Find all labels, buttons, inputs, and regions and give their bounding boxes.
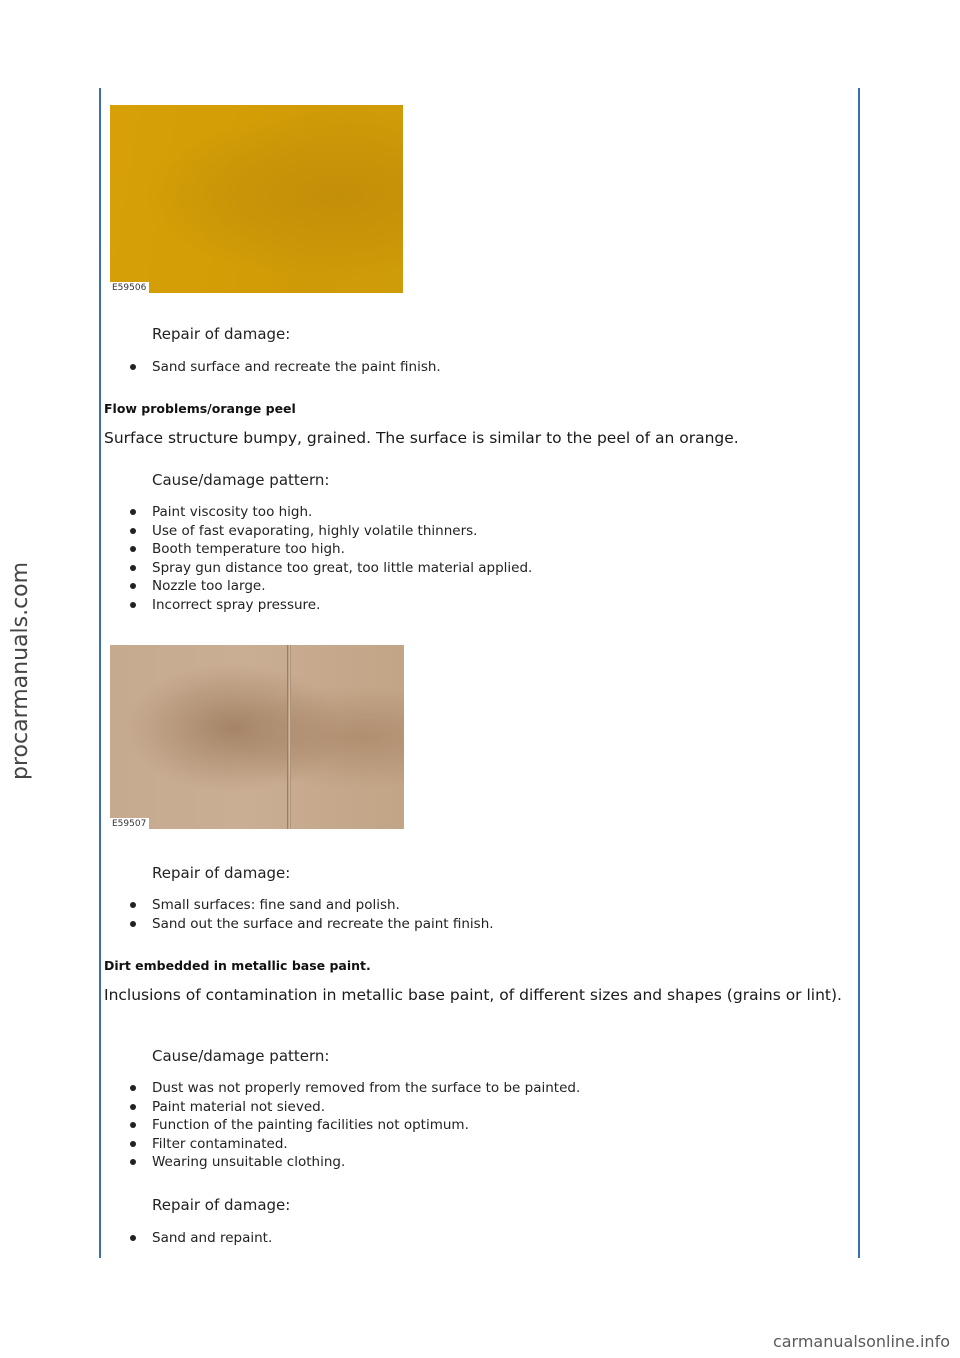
figure-paint-defect-1 [110, 105, 403, 293]
section-description: Inclusions of contamination in metallic base paint, of different sizes and shapes (grains or lint). [104, 986, 842, 1004]
section-heading: Flow problems/orange peel [104, 401, 296, 416]
footer-watermark: carmanualsonline.info [772, 1332, 950, 1351]
list-item: Small surfaces: fine sand and polish. [128, 896, 494, 915]
list-item: Nozzle too large. [128, 577, 532, 596]
list-item: Paint material not sieved. [128, 1098, 580, 1117]
list-item: Sand out the surface and recreate the paint finish. [128, 915, 494, 934]
list-item: Function of the painting facilities not optimum. [128, 1116, 580, 1135]
repair-list [128, 896, 494, 933]
list-item: Incorrect spray pressure. [128, 596, 532, 615]
list-item: Sand surface and recreate the paint finish. [128, 358, 441, 377]
cause-list [128, 503, 532, 615]
list-item: Wearing unsuitable clothing. [128, 1153, 580, 1172]
left-border-rule [99, 88, 101, 1258]
figure-code: E59507 [110, 818, 149, 829]
cause-label: Cause/damage pattern: [152, 471, 330, 489]
right-border-rule [858, 88, 860, 1258]
cause-list [128, 1079, 580, 1172]
repair-label: Repair of damage: [152, 325, 291, 343]
repair-list [128, 1229, 272, 1248]
list-item: Paint viscosity too high. [128, 503, 532, 522]
side-watermark: procarmanuals.com [8, 561, 33, 780]
list-item: Use of fast evaporating, highly volatile thinners. [128, 522, 532, 541]
list-item: Spray gun distance too great, too little material applied. [128, 559, 532, 578]
cause-label: Cause/damage pattern: [152, 1047, 330, 1065]
list-item: Sand and repaint. [128, 1229, 272, 1248]
list-item: Dust was not properly removed from the surface to be painted. [128, 1079, 580, 1098]
figure-code: E59506 [110, 282, 149, 293]
repair-label: Repair of damage: [152, 1196, 291, 1214]
section-heading: Dirt embedded in metallic base paint. [104, 958, 371, 973]
list-item: Filter contaminated. [128, 1135, 580, 1154]
repair-label: Repair of damage: [152, 864, 291, 882]
section-description: Surface structure bumpy, grained. The surface is similar to the peel of an orange. [104, 429, 739, 447]
list-item: Booth temperature too high. [128, 540, 532, 559]
repair-list [128, 358, 441, 377]
figure-paint-defect-2 [110, 645, 404, 829]
